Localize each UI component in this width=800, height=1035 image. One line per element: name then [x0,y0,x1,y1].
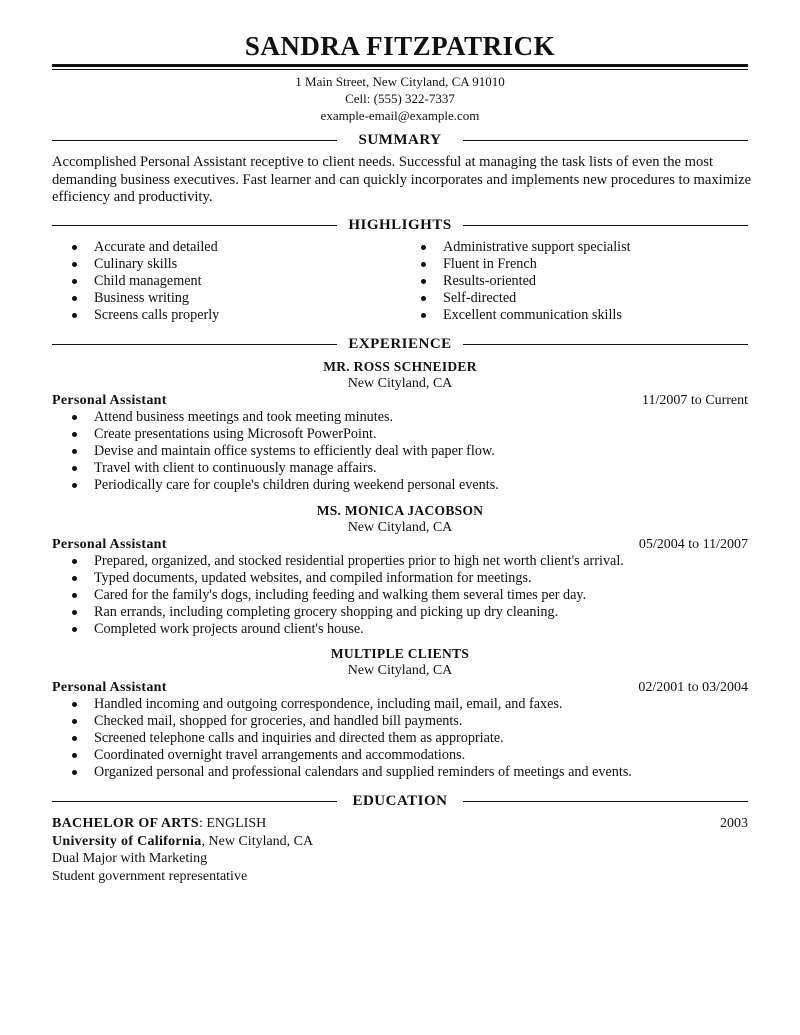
list-item [52,426,499,443]
list-item [52,477,499,494]
employer-name: MS. MONICA JACOBSON [316,503,484,518]
list-item-text: Handled incoming and outgoing correspondence, including mail, email, and faxes. [94,696,563,712]
list-item-text: Excellent communication skills [443,307,622,323]
candidate-name: SANDRA FITZPATRICK [244,31,556,61]
list-item [52,307,219,324]
list-item-text: Organized personal and professional calendars and supplied reminders of meetings and events. [94,764,632,780]
section-title: EDUCATION [352,793,448,809]
list-item-text: Screens calls properly [94,307,220,323]
contact-block [0,73,800,124]
job-title-row [52,536,748,553]
job-title-row [52,679,748,696]
list-item-text: Accurate and detailed [94,239,218,255]
bullet-icon [72,296,77,301]
list-item [401,239,631,256]
bullet-icon [72,719,77,724]
job-title: Personal Assistant [52,537,167,552]
list-item-text: Ran errands, including completing grocery shopping and picking up dry cleaning. [94,604,559,620]
list-item [52,409,499,426]
bullet-icon [72,576,77,581]
header-rule-thin [52,69,748,70]
list-item-text: Administrative support specialist [443,239,631,255]
list-item [52,621,624,638]
list-item [52,553,624,570]
list-item [401,307,631,324]
bullet-icon [72,466,77,471]
bullet-icon [72,736,77,741]
list-item-text: Culinary skills [94,256,178,272]
list-item [52,443,499,460]
job-bullet-list [52,696,632,781]
employer-location: New Cityland, CA [347,663,453,678]
degree-field: : ENGLISH [198,816,267,831]
bullet-icon [72,313,77,318]
list-item [52,290,219,307]
school-name: University of California [52,833,202,849]
school-row [52,833,748,851]
bullet-icon [72,279,77,284]
job-dates: 02/2001 to 03/2004 [638,680,748,695]
bullet-icon [72,483,77,488]
employer-name: MULTIPLE CLIENTS [330,646,470,661]
education-block [52,815,748,885]
list-item [52,256,219,273]
list-item-text: Cared for the family's dogs, including feeding and walking them several times per day. [94,587,587,603]
list-item-text: Attend business meetings and took meeting minutes. [94,409,394,425]
bullet-icon [72,702,77,707]
list-item-text: Periodically care for couple's children during weekend personal events. [94,477,499,493]
bullet-icon [72,610,77,615]
highlights-right-list [401,239,631,324]
bullet-icon [72,262,77,267]
list-item-text: Typed documents, updated websites, and compiled information for meetings. [94,570,532,586]
list-item-text: Screened telephone calls and inquiries and directed them as appropriate. [94,730,504,746]
highlights-left-list [52,239,219,324]
section-title: HIGHLIGHTS [348,217,452,233]
bullet-icon [72,559,77,564]
highlights-heading [52,216,748,234]
list-item [52,747,632,764]
list-item-text: Devise and maintain office systems to efficiently deal with paper flow. [94,443,495,459]
list-item-text: Results-oriented [443,273,536,289]
list-item [52,604,624,621]
section-title: SUMMARY [358,132,442,148]
list-item-text: Fluent in French [443,256,537,272]
education-heading [52,792,748,810]
employer-name: MR. ROSS SCHNEIDER [323,359,477,374]
job-title: Personal Assistant [52,393,167,408]
bullet-icon [421,262,426,267]
summary-heading [52,131,748,149]
list-item-text: Self-directed [443,290,517,306]
job-dates: 11/2007 to Current [641,393,748,408]
employer-location: New Cityland, CA [347,376,453,391]
list-item-text: Coordinated overnight travel arrangements and accommodations. [94,747,466,763]
bullet-icon [72,770,77,775]
divider-right [463,140,748,141]
bullet-icon [421,296,426,301]
education-note: Student government representative [52,868,248,884]
list-item [52,713,632,730]
bullet-icon [72,245,77,250]
divider-right [463,344,748,345]
job-bullet-list [52,409,499,494]
bullet-icon [72,593,77,598]
header-rule-thick [52,64,748,67]
list-item [52,764,632,781]
list-item [401,256,631,273]
contact-address: 1 Main Street, New Cityland, CA 91010 [295,74,505,89]
bullet-icon [72,432,77,437]
employer-location: New Cityland, CA [347,520,453,535]
bullet-icon [72,415,77,420]
job-title: Personal Assistant [52,680,167,695]
school-location: , New Cityland, CA [201,833,314,849]
bullet-icon [421,279,426,284]
graduation-year: 2003 [720,816,748,831]
bullet-icon [72,449,77,454]
list-item-text: Create presentations using Microsoft PowerPoint. [94,426,377,442]
list-item [52,730,632,747]
list-item [52,460,499,477]
section-title: EXPERIENCE [348,336,452,352]
list-item [401,273,631,290]
list-item-text: Checked mail, shopped for groceries, and handled bill payments. [94,713,463,729]
bullet-icon [72,753,77,758]
education-note: Dual Major with Marketing [52,851,208,866]
divider-right [463,225,748,226]
contact-cell: Cell: (555) 322-7337 [345,91,455,106]
list-item-text: Prepared, organized, and stocked residential properties prior to high net worth client's arrival. [94,553,624,569]
job-dates: 05/2004 to 11/2007 [638,537,748,552]
list-item [52,570,624,587]
degree-row [52,815,748,833]
divider-right [463,801,748,802]
experience-heading [52,335,748,353]
job-bullet-list [52,553,624,638]
list-item-text: Completed work projects around client's house. [94,621,364,637]
list-item [52,239,219,256]
list-item [401,290,631,307]
list-item [52,273,219,290]
bullet-icon [72,627,77,632]
list-item-text: Travel with client to continuously manage affairs. [94,460,377,476]
list-item-text: Business writing [94,290,189,306]
summary-text: Accomplished Personal Assistant receptive to client needs. Successful at managing the task lists of even the most demanding business executives. Fast learner and can quickly incorporates and implements new procedures to maximize efficiency and productivity. [52,154,752,205]
list-item-text: Child management [94,273,202,289]
list-item [52,587,624,604]
degree-name: BACHELOR OF ARTS [52,816,199,831]
contact-email: example-email@example.com [320,108,480,123]
bullet-icon [421,313,426,318]
bullet-icon [421,245,426,250]
list-item [52,696,632,713]
job-title-row [52,392,748,409]
